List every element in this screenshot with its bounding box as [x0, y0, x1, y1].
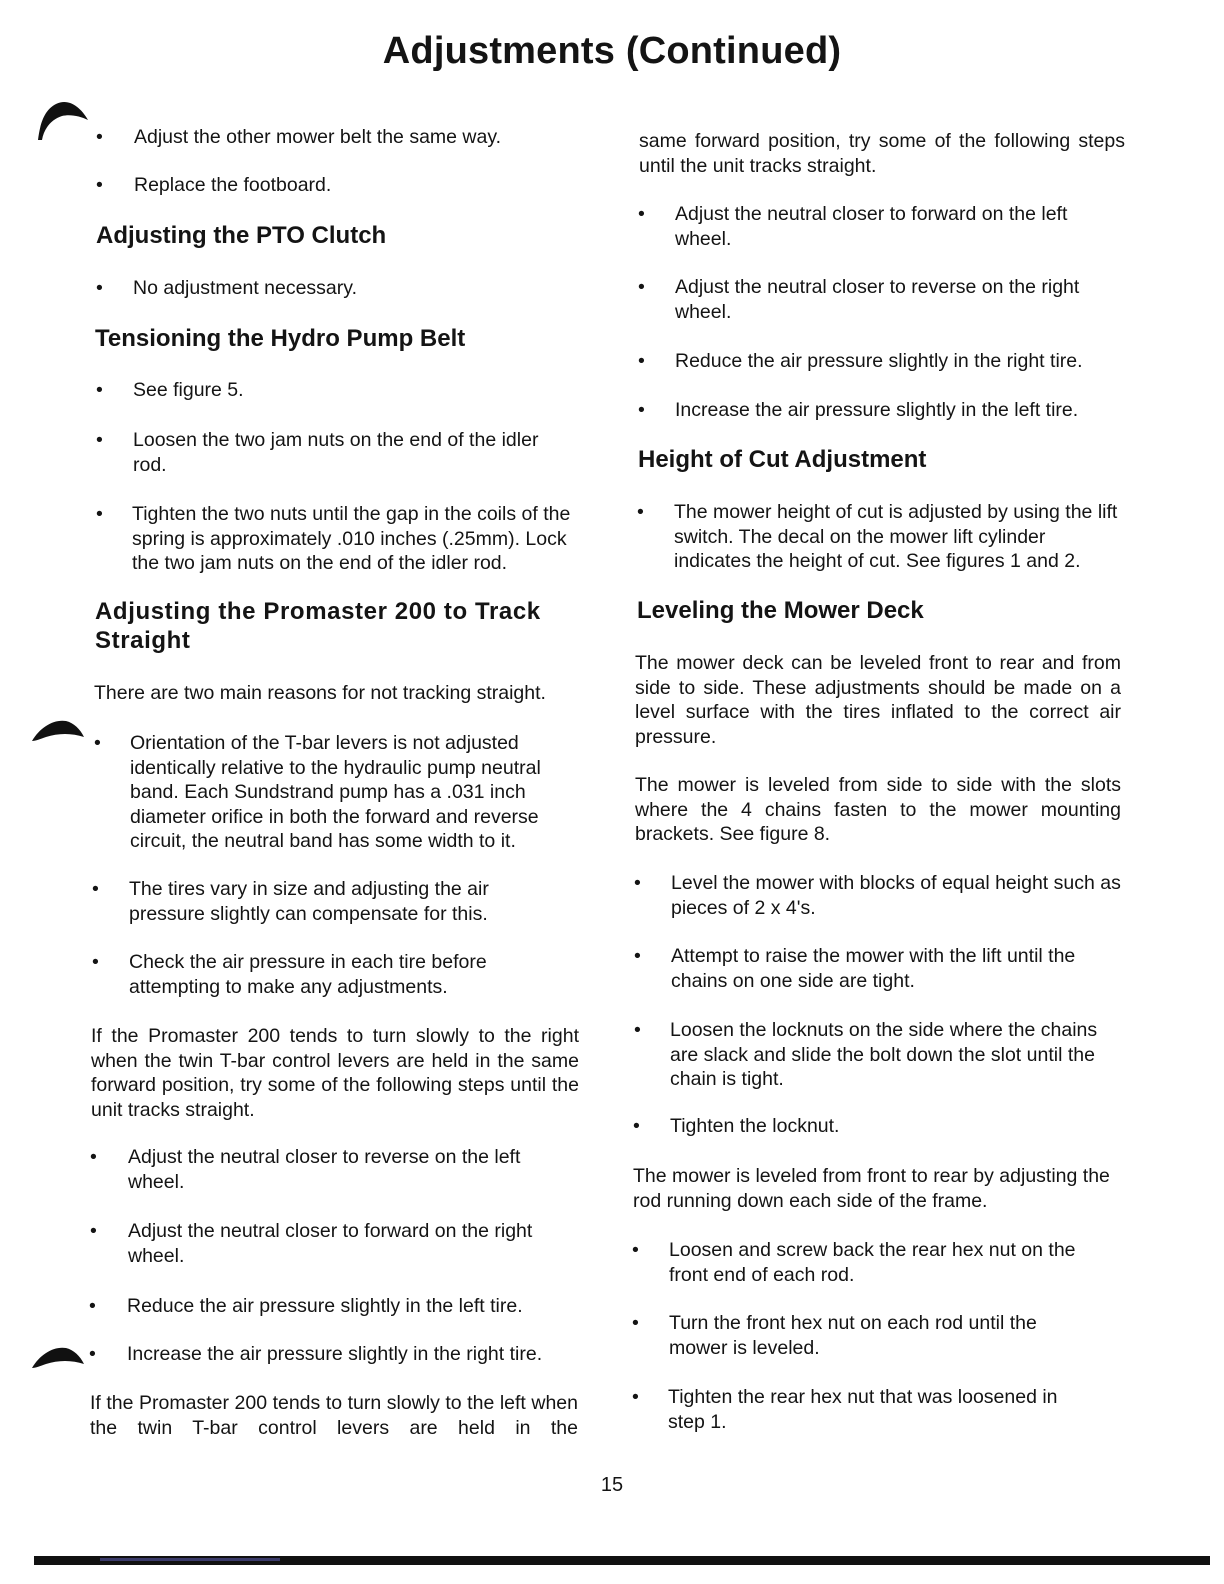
bullet: • — [92, 878, 99, 900]
bullet: • — [633, 1115, 640, 1137]
bullet: • — [638, 350, 645, 372]
bullet: • — [94, 732, 101, 754]
binder-hole-mark-2 — [30, 713, 86, 747]
bullet: • — [632, 1386, 639, 1408]
list-item-text: Level the mower with blocks of equal height such as pieces of 2 x 4's. — [671, 872, 1121, 919]
bullet: • — [96, 126, 103, 148]
list-item-text: Tighten the rear hex nut that was loosened in step 1. — [668, 1386, 1058, 1433]
list-item-text: Loosen the locknuts on the side where the chains are slack and slide the bolt down the slot until the chain is tight. — [670, 1019, 1098, 1090]
list-item-text: Adjust the neutral closer to forward on the left wheel. — [675, 203, 1068, 250]
bullet: • — [96, 429, 103, 451]
list-item-text: Adjust the neutral closer to forward on the right wheel. — [128, 1220, 533, 1267]
list-item-text: The mower height of cut is adjusted by using the lift switch. The decal on the mower lift cylinder indicates the height of cut. See figures 1 and 2. — [674, 501, 1118, 572]
list-item-text: No adjustment necessary. — [133, 277, 357, 299]
heading-pto-clutch: Adjusting the PTO Clutch — [96, 222, 387, 249]
bullet: • — [634, 945, 641, 967]
paragraph: There are two main reasons for not tracking straight. — [94, 682, 546, 704]
bullet: • — [96, 174, 103, 196]
bullet: • — [92, 951, 99, 973]
bullet: • — [632, 1239, 639, 1261]
paragraph: same forward position, try some of the following steps until the unit tracks straight. — [639, 130, 1125, 177]
page-title: Adjustments (Continued) — [382, 30, 842, 72]
list-item-text: Adjust the neutral closer to reverse on the right wheel. — [675, 276, 1080, 323]
list-item-text: Turn the front hex nut on each rod until the mower is leveled. — [669, 1312, 1037, 1359]
list-item-text: Increase the air pressure slightly in the right tire. — [127, 1343, 543, 1365]
bullet: • — [634, 1019, 641, 1041]
paragraph: If the Promaster 200 tends to turn slowly to the right when the twin T-bar control levers are held in the same forward position, try some of the following steps until the unit tracks straight. — [91, 1025, 579, 1121]
bullet: • — [637, 501, 644, 523]
list-item-text: Tighten the locknut. — [670, 1115, 840, 1137]
list-item-text: Check the air pressure in each tire before attempting to make any adjustments. — [129, 951, 487, 998]
bullet: • — [632, 1312, 639, 1334]
list-item-text: Increase the air pressure slightly in the left tire. — [675, 399, 1079, 421]
binder-hole-mark-3 — [30, 1342, 86, 1374]
list-item-text: Loosen and screw back the rear hex nut on the front end of each rod. — [669, 1239, 1076, 1286]
list-item-text: Adjust the other mower belt the same way. — [134, 126, 502, 148]
heading-height-of-cut: Height of Cut Adjustment — [638, 446, 927, 473]
bullet: • — [638, 399, 645, 421]
paragraph: The mower is leveled from side to side with the slots where the 4 chains fasten to the mower mounting brackets. See figure 8. — [635, 774, 1121, 845]
page-number: 15 — [600, 1474, 624, 1496]
bottom-rule-highlight — [100, 1558, 280, 1561]
bullet: • — [90, 1220, 97, 1242]
bullet: • — [634, 872, 641, 894]
bullet: • — [638, 203, 645, 225]
heading-leveling-mower-deck: Leveling the Mower Deck — [637, 597, 924, 624]
list-item-text: Replace the footboard. — [134, 174, 332, 196]
bullet: • — [90, 1146, 97, 1168]
list-item-text: The tires vary in size and adjusting the air pressure slightly can compensate for this. — [129, 878, 489, 925]
bullet: • — [89, 1295, 96, 1317]
list-item-text: Orientation of the T-bar levers is not adjusted identically relative to the hydraulic pump neutral band. Each Sundstrand pump has a .031 inch diameter orifice in both the forward and reverse circuit, the neutral band has some width to it. — [130, 732, 541, 852]
list-item-text: Adjust the neutral closer to reverse on the left wheel. — [128, 1146, 521, 1193]
heading-hydro-pump-belt: Tensioning the Hydro Pump Belt — [95, 325, 466, 352]
list-item-text: Reduce the air pressure slightly in the right tire. — [675, 350, 1083, 372]
paragraph: If the Promaster 200 tends to turn slowly to the left when the twin T-bar control levers are held in the — [90, 1392, 578, 1439]
list-item-text: Tighten the two nuts until the gap in the coils of the spring is approximately .010 inches (.25mm). Lock the two jam nuts on the end of the idler rod. — [132, 503, 571, 574]
binder-hole-mark-1 — [34, 94, 94, 144]
bullet: • — [96, 503, 103, 525]
bullet: • — [96, 277, 103, 299]
paragraph: The mower is leveled from front to rear by adjusting the rod running down each side of the frame. — [633, 1165, 1110, 1212]
list-item-text: See figure 5. — [133, 379, 244, 401]
heading-track-straight: Adjusting the Promaster 200 to Track Straight — [95, 598, 541, 654]
list-item-text: Attempt to raise the mower with the lift until the chains on one side are tight. — [671, 945, 1076, 992]
bullet: • — [96, 379, 103, 401]
paragraph: The mower deck can be leveled front to rear and from side to side. These adjustments should be made on a level surface with the tires inflated to the correct air pressure. — [635, 652, 1121, 748]
list-item-text: Loosen the two jam nuts on the end of the idler rod. — [133, 429, 539, 476]
list-item-text: Reduce the air pressure slightly in the left tire. — [127, 1295, 523, 1317]
bullet: • — [638, 276, 645, 298]
bullet: • — [89, 1343, 96, 1365]
